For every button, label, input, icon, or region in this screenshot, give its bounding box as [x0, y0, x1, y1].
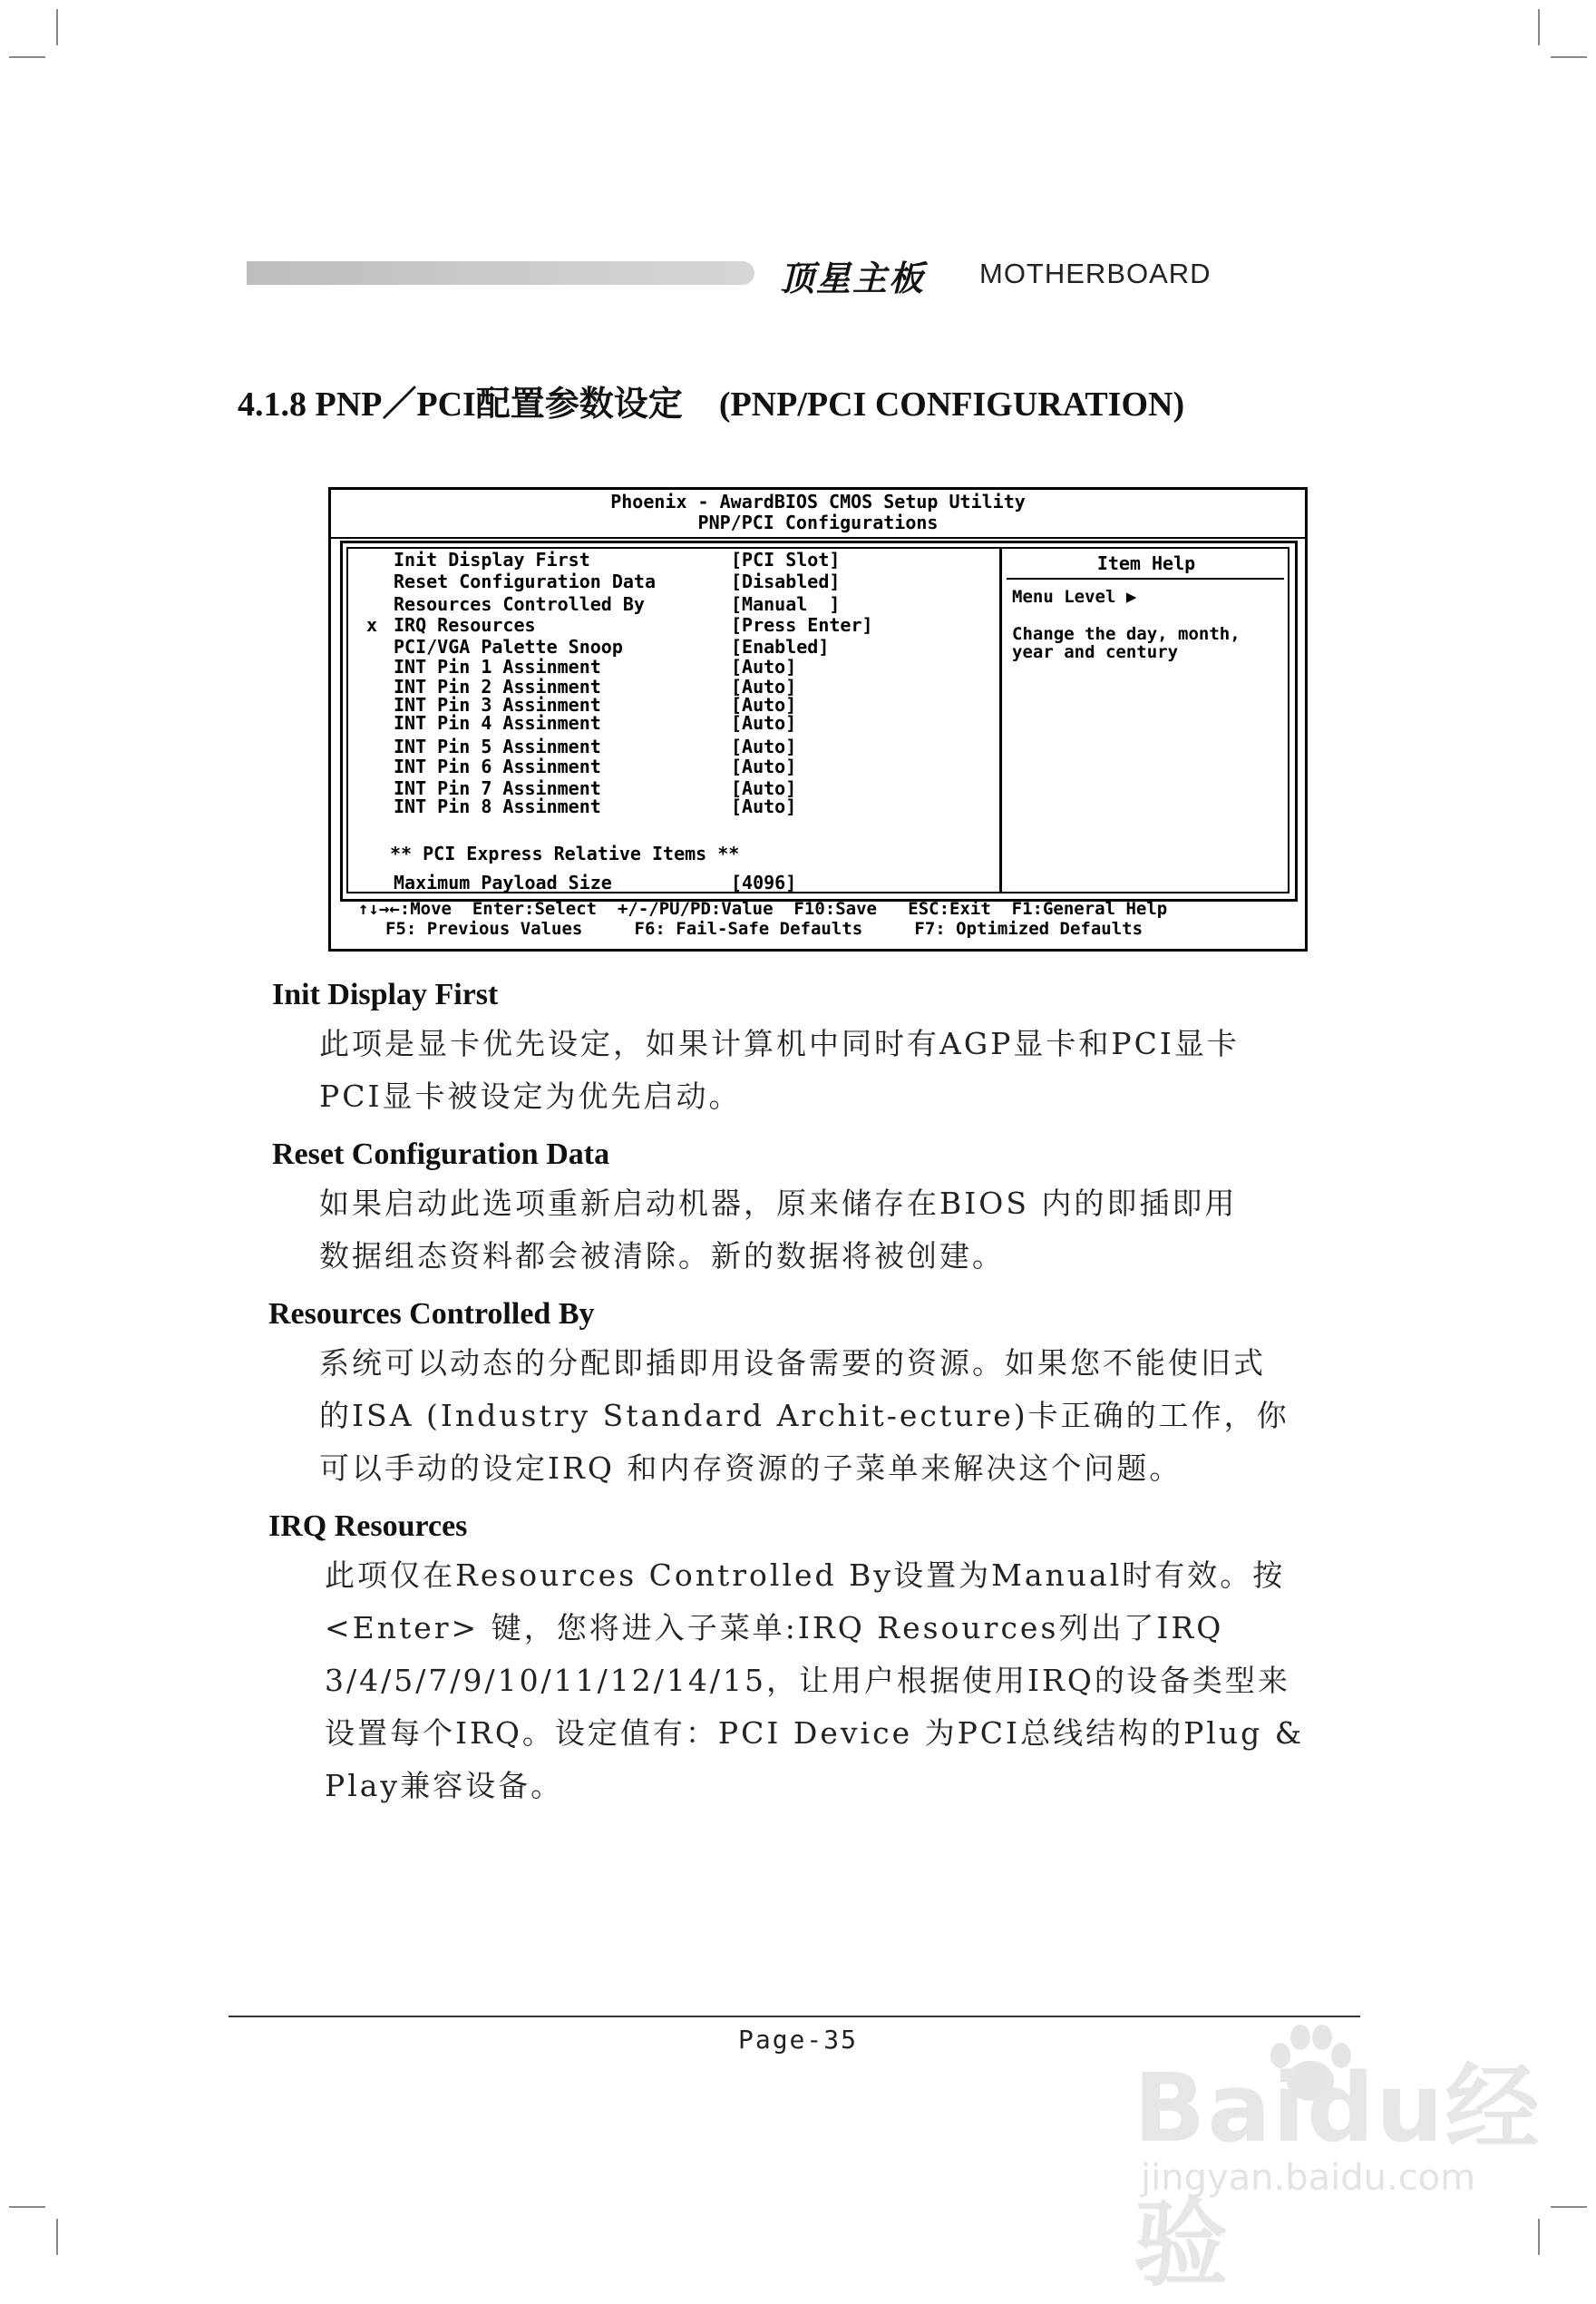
- menu-level: Menu Level ▶: [1012, 587, 1137, 607]
- bios-row-mark: x: [366, 614, 378, 636]
- bios-row-value: [Auto]: [731, 694, 797, 716]
- bios-header: [331, 490, 1305, 539]
- bios-row-label: Reset Configuration Data: [394, 571, 656, 592]
- bios-row-value: [Auto]: [731, 777, 797, 799]
- bios-row-value: [Auto]: [731, 756, 797, 777]
- bios-row-label: INT Pin 2 Assinment: [394, 676, 601, 698]
- section-text-line: 设置每个IRQ。设定值有：PCI Device 为PCI总线结构的Plug &: [325, 1715, 1305, 1751]
- bios-row-label: INT Pin 1 Assinment: [394, 656, 601, 678]
- bios-key-legend-line2: F5: Previous Values F6: Fail-Safe Defaults F7: Optimized Defaults: [385, 919, 1143, 939]
- bios-row[interactable]: [366, 756, 796, 777]
- bios-row-label: PCI/VGA Palette Snoop: [394, 636, 623, 658]
- bios-row[interactable]: [366, 593, 840, 615]
- item-help-description: Change the day, month, year and century: [1012, 624, 1241, 662]
- bios-row[interactable]: [366, 571, 840, 592]
- bios-row-label: Init Display First: [394, 549, 590, 571]
- section-text-line: Play兼容设备。: [325, 1768, 564, 1803]
- section-text-line: 此项是显卡优先设定，如果计算机中同时有AGP显卡和PCI显卡: [319, 1026, 1240, 1061]
- watermark-brand: Baidu经验: [1134, 2053, 1542, 2299]
- brand-subtitle: MOTHERBOARD: [979, 258, 1212, 289]
- section-heading: Init Display First: [272, 978, 499, 1011]
- section-english-title: (PNP/PCI CONFIGURATION): [718, 386, 1185, 424]
- section-text-line: <Enter> 键，您将进入子菜单:IRQ Resources列出了IRQ: [325, 1610, 1224, 1645]
- crop-mark: [1538, 9, 1540, 45]
- bios-key-legend-line1: ↑↓→←:Move Enter:Select +/-/PU/PD:Value F10:Save ESC:Exit F1:General Help: [358, 899, 1168, 919]
- crop-mark: [56, 9, 58, 45]
- bios-subtitle: PNP/PCI Configurations: [697, 512, 939, 533]
- bios-row[interactable]: [366, 636, 829, 658]
- bios-row[interactable]: [366, 736, 796, 757]
- bios-row-label: INT Pin 5 Assinment: [394, 736, 601, 757]
- bios-row-label: INT Pin 6 Assinment: [394, 756, 601, 777]
- section-text-line: PCI显卡被设定为优先启动。: [319, 1079, 742, 1114]
- section-heading: IRQ Resources: [268, 1509, 468, 1543]
- section-text-line: 此项仅在Resources Controlled By设置为Manual时有效。按: [325, 1557, 1286, 1593]
- page-number: Page-35: [737, 2025, 858, 2055]
- bios-row-label: INT Pin 7 Assinment: [394, 777, 601, 799]
- bios-row-value: [PCI Slot]: [731, 549, 841, 571]
- brand-logo-text: 顶星主板: [780, 259, 926, 298]
- pci-express-header: ** PCI Express Relative Items **: [390, 843, 740, 864]
- crop-mark: [56, 2219, 58, 2255]
- bios-screenshot: [328, 487, 1308, 952]
- bios-row[interactable]: [366, 796, 796, 817]
- bios-divider: [999, 549, 1002, 892]
- bios-row-label: Maximum Payload Size: [394, 872, 612, 893]
- bios-row-value: [Disabled]: [731, 571, 841, 592]
- bios-row-label: Resources Controlled By: [394, 593, 645, 615]
- section-text-line: 系统可以动态的分配即插即用设备需要的资源。如果您不能使旧式: [319, 1345, 1266, 1381]
- section-text-line: 数据组态资料都会被清除。新的数据将被创建。: [319, 1238, 1005, 1274]
- bios-row-label: INT Pin 8 Assinment: [394, 796, 601, 817]
- bios-row-value: [Auto]: [731, 712, 797, 734]
- item-help-separator: [1007, 578, 1284, 580]
- bios-row-value: [Manual ]: [731, 593, 841, 615]
- section-text-line: 3/4/5/7/9/10/11/12/14/15，让用户根据使用IRQ的设备类型来: [325, 1663, 1290, 1698]
- bios-row-label: IRQ Resources: [394, 614, 536, 636]
- bios-title: Phoenix - AwardBIOS CMOS Setup Utility: [610, 491, 1026, 513]
- section-text-line: 可以手动的设定IRQ 和内存资源的子菜单来解决这个问题。: [319, 1450, 1182, 1486]
- section-number-title: 4.1.8 PNP／PCI配置参数设定: [238, 386, 683, 424]
- bios-row-value: [Auto]: [731, 676, 797, 698]
- bios-row-value: [4096]: [731, 872, 797, 893]
- section-text-line: 的ISA (Industry Standard Archit-ecture)卡正确的工作，你: [319, 1398, 1289, 1433]
- bios-row-value: [Auto]: [731, 656, 797, 678]
- watermark-url: jingyan.baidu.com: [1141, 2157, 1476, 2199]
- bios-row-payload[interactable]: [366, 872, 796, 893]
- bios-row[interactable]: [366, 656, 796, 678]
- header-bar: [247, 261, 754, 285]
- section-text-line: 如果启动此选项重新启动机器，原来储存在BIOS 内的即插即用: [319, 1186, 1238, 1221]
- section-title: [238, 376, 1184, 425]
- bios-row[interactable]: [366, 712, 796, 734]
- bios-inner-frame: [346, 547, 1289, 893]
- section-heading: Resources Controlled By: [268, 1297, 595, 1331]
- bios-row-value: [Press Enter]: [731, 614, 873, 636]
- bios-row[interactable]: [366, 549, 840, 571]
- item-help-title: Item Help: [1096, 552, 1196, 574]
- bios-row-value: [Auto]: [731, 736, 797, 757]
- crop-mark: [9, 56, 45, 58]
- bios-row-value: [Auto]: [731, 796, 797, 817]
- bios-frame: [340, 541, 1298, 902]
- section-heading: Reset Configuration Data: [272, 1137, 610, 1171]
- bios-row-label: INT Pin 4 Assinment: [394, 712, 601, 734]
- bios-row-label: INT Pin 3 Assinment: [394, 694, 601, 716]
- bios-row-value: [Enabled]: [731, 636, 830, 658]
- crop-mark: [1551, 56, 1587, 58]
- footer-rule: [229, 2016, 1360, 2017]
- crop-mark: [9, 2206, 45, 2208]
- bios-row[interactable]: [366, 614, 873, 636]
